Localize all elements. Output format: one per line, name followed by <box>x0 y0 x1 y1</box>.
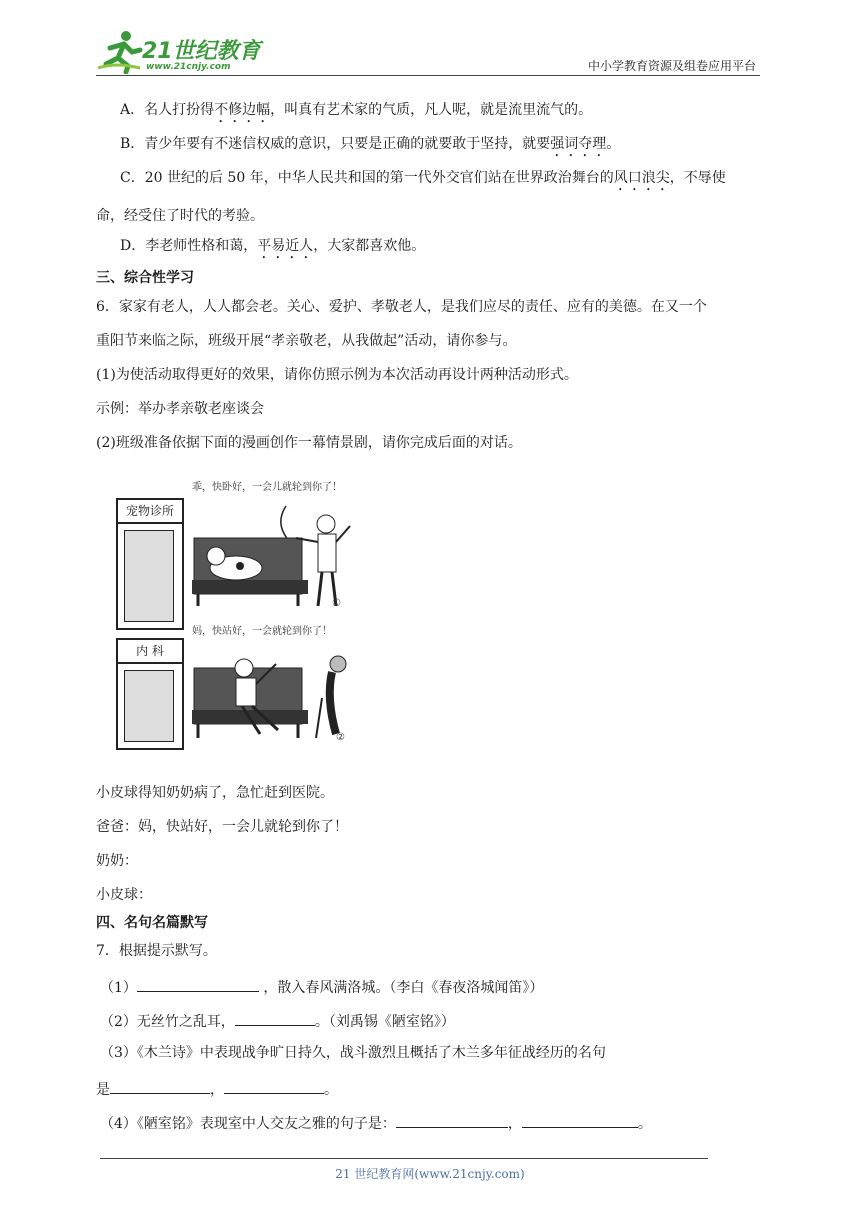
panel1-door <box>116 498 184 630</box>
dialogue-dad: 爸爸：妈，快站好，一会儿就轮到你了！ <box>96 819 348 835</box>
answer-blank[interactable] <box>235 1009 315 1026</box>
comic-illustration <box>110 470 390 760</box>
q7-item3-line1: （3）《木兰诗》中表现战争旷日持久，战斗激烈且概括了木兰多年征战经历的名句 <box>100 1045 606 1061</box>
panel1-drawing <box>186 494 386 614</box>
answer-blank[interactable] <box>522 1111 638 1128</box>
q6-line2: 重阳节来临之际，班级开展“孝亲敬老，从我做起”活动，请你参与。 <box>96 333 517 349</box>
q7-item3-line2: 是 ， 。 <box>96 1077 338 1100</box>
q6-sub1: (1)为使活动取得更好的效果，请你仿照示例为本次活动再设计两种活动形式。 <box>96 367 578 383</box>
footer-divider <box>100 1158 708 1159</box>
answer-blank[interactable] <box>224 1077 324 1094</box>
panel2-sign: 内 科 <box>118 640 182 664</box>
answer-blank[interactable] <box>396 1111 508 1128</box>
q6-line1: 6．家家有老人，人人都会老。关心、爱护、孝敬老人，是我们应尽的责任、应有的美德。在又一个 <box>96 299 707 315</box>
panel1-sign: 宠物诊所 <box>118 500 182 524</box>
q6-example: 示例：举办孝亲敬老座谈会 <box>96 401 264 417</box>
panel2-number: ② <box>336 732 345 743</box>
option-c-line2: 命，经受住了时代的考验。 <box>96 208 264 224</box>
q7-item2: （2）无丝竹之乱耳， 。（刘禹锡《陋室铭》） <box>100 1009 455 1032</box>
logo-url: www.21cnjy.com <box>146 62 231 72</box>
header-divider <box>96 75 760 76</box>
answer-blank[interactable] <box>110 1077 210 1094</box>
panel2-door <box>116 638 184 750</box>
panel1-number: ① <box>332 598 341 609</box>
panel1-caption: 乖，快卧好，一会儿就轮到你了！ <box>192 482 342 493</box>
dialogue-grandma: 奶奶： <box>96 853 138 869</box>
option-b: B．青少年要有不迷信权威的意识，只要是正确的就要敢于坚持，就要强词夺理。 <box>120 136 621 152</box>
logo-text: 21世纪教育 <box>142 39 261 64</box>
dialogue-intro: 小皮球得知奶奶病了，急忙赶到医院。 <box>96 785 334 801</box>
footer-text: 21 世纪教育网(www.21cnjy.com) <box>335 1167 525 1181</box>
q6-sub2: (2)班级准备依据下面的漫画创作一幕情景剧，请你完成后面的对话。 <box>96 435 522 451</box>
option-a: A．名人打扮得不修边幅，叫真有艺术家的气质，凡人呢，就是流里流气的。 <box>120 102 593 118</box>
header-right-text: 中小学教育资源及组卷应用平台 <box>587 59 756 73</box>
option-d: D．李老师性格和蔼，平易近人，大家都喜欢他。 <box>120 238 426 254</box>
header-logo <box>96 28 266 74</box>
option-c: C．20 世纪的后 50 年，中华人民共和国的第一代外交官们站在世界政治舞台的风口浪尖，不辱使 <box>120 170 726 186</box>
panel2-caption: 妈，快站好，一会就轮到你了！ <box>192 626 332 637</box>
q7-item4: （4）《陋室铭》表现室中人交友之雅的句子是： ， 。 <box>100 1111 652 1134</box>
runner-logo-icon <box>96 28 144 74</box>
answer-blank[interactable] <box>137 975 259 992</box>
section4-title: 四、名句名篇默写 <box>96 915 208 931</box>
q7-item1: （1） ，散入春风满洛城。（李白《春夜洛城闻笛》） <box>100 975 543 998</box>
section3-title: 三、综合性学习 <box>96 270 194 286</box>
q7-heading: 7．根据提示默写。 <box>96 943 217 959</box>
panel2-drawing <box>186 638 386 748</box>
dialogue-xiaopiqiu: 小皮球： <box>96 887 152 903</box>
